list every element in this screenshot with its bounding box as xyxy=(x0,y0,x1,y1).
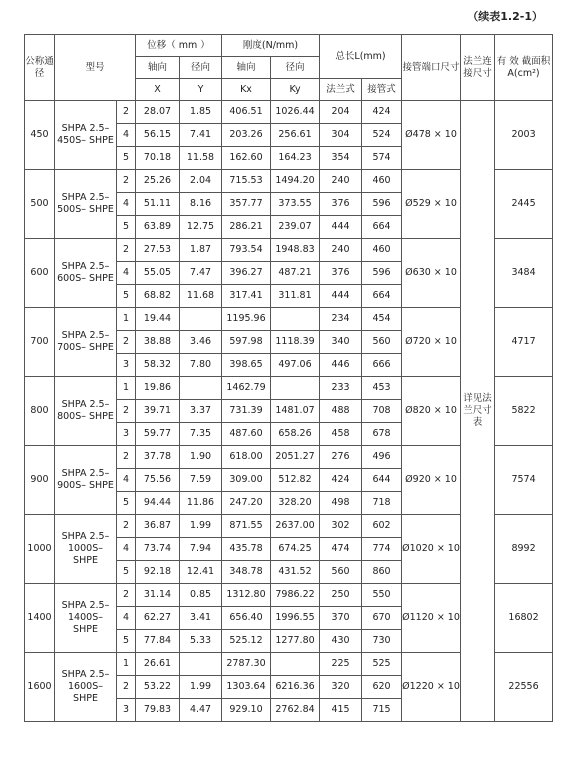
disp-y-cell: 1.99 xyxy=(180,515,222,538)
stiff-ky-cell: 674.25 xyxy=(271,538,320,561)
length-pipe-cell: 730 xyxy=(362,630,402,653)
disp-y-cell: 11.68 xyxy=(180,285,222,308)
wave-count-cell: 5 xyxy=(117,492,136,515)
wave-count-cell: 1 xyxy=(117,377,136,400)
length-pipe-cell: 718 xyxy=(362,492,402,515)
length-flange-cell: 276 xyxy=(320,446,362,469)
disp-y-cell: 1.99 xyxy=(180,676,222,699)
length-flange-cell: 474 xyxy=(320,538,362,561)
stiff-kx-cell: 487.60 xyxy=(222,423,271,446)
length-flange-cell: 424 xyxy=(320,469,362,492)
length-flange-cell: 250 xyxy=(320,584,362,607)
disp-x-cell: 51.11 xyxy=(136,193,180,216)
wave-count-cell: 2 xyxy=(117,101,136,124)
stiff-kx-cell: 656.40 xyxy=(222,607,271,630)
stiff-kx-cell: 731.39 xyxy=(222,400,271,423)
nominal-diameter-cell: 700 xyxy=(25,308,55,377)
stiff-kx-cell: 929.10 xyxy=(222,699,271,722)
stiff-ky-cell: 256.61 xyxy=(271,124,320,147)
nominal-diameter-cell: 1400 xyxy=(25,584,55,653)
length-pipe-cell: 453 xyxy=(362,377,402,400)
stiff-kx-cell: 525.12 xyxy=(222,630,271,653)
length-pipe-cell: 574 xyxy=(362,147,402,170)
model-cell: SHPA 2.5–900S– SHPE xyxy=(55,446,117,515)
stiff-ky-cell: 658.26 xyxy=(271,423,320,446)
stiff-ky-cell: 6216.36 xyxy=(271,676,320,699)
length-pipe-cell: 550 xyxy=(362,584,402,607)
length-pipe-cell: 664 xyxy=(362,285,402,308)
wave-count-cell: 2 xyxy=(117,331,136,354)
header-displacement: 位移（ mm ） xyxy=(136,35,222,57)
model-cell: SHPA 2.5– 1000S– SHPE xyxy=(55,515,117,584)
length-flange-cell: 376 xyxy=(320,262,362,285)
wave-count-cell: 5 xyxy=(117,216,136,239)
length-pipe-cell: 460 xyxy=(362,239,402,262)
pipe-size-cell: Ø529 × 10 xyxy=(402,170,461,239)
area-cell: 8992 xyxy=(495,515,553,584)
wave-count-cell: 4 xyxy=(117,262,136,285)
nominal-diameter-cell: 900 xyxy=(25,446,55,515)
pipe-size-cell: Ø1020 × 10 xyxy=(402,515,461,584)
stiff-ky-cell: 311.81 xyxy=(271,285,320,308)
disp-x-cell: 19.44 xyxy=(136,308,180,331)
header-disp-radial: 径向 xyxy=(180,57,222,79)
model-cell: SHPA 2.5–600S– SHPE xyxy=(55,239,117,308)
disp-x-cell: 36.87 xyxy=(136,515,180,538)
disp-y-cell: 5.33 xyxy=(180,630,222,653)
wave-count-cell: 4 xyxy=(117,124,136,147)
disp-x-cell: 77.84 xyxy=(136,630,180,653)
length-pipe-cell: 596 xyxy=(362,262,402,285)
length-pipe-cell: 678 xyxy=(362,423,402,446)
stiff-kx-cell: 1195.96 xyxy=(222,308,271,331)
stiff-ky-cell: 512.82 xyxy=(271,469,320,492)
model-cell: SHPA 2.5–450S– SHPE xyxy=(55,101,117,170)
nominal-diameter-cell: 600 xyxy=(25,239,55,308)
length-pipe-cell: 596 xyxy=(362,193,402,216)
disp-y-cell: 3.41 xyxy=(180,607,222,630)
stiff-kx-cell: 1462.79 xyxy=(222,377,271,400)
stiff-ky-cell: 373.55 xyxy=(271,193,320,216)
pipe-size-cell: Ø1120 × 10 xyxy=(402,584,461,653)
disp-x-cell: 94.44 xyxy=(136,492,180,515)
header-disp-axial: 轴向 xyxy=(136,57,180,79)
length-pipe-cell: 524 xyxy=(362,124,402,147)
pipe-size-cell: Ø478 × 10 xyxy=(402,101,461,170)
length-pipe-cell: 454 xyxy=(362,308,402,331)
length-flange-cell: 304 xyxy=(320,124,362,147)
disp-x-cell: 79.83 xyxy=(136,699,180,722)
length-flange-cell: 488 xyxy=(320,400,362,423)
stiff-ky-cell: 497.06 xyxy=(271,354,320,377)
length-pipe-cell: 860 xyxy=(362,561,402,584)
length-flange-cell: 204 xyxy=(320,101,362,124)
stiff-kx-cell: 618.00 xyxy=(222,446,271,469)
wave-count-cell: 5 xyxy=(117,630,136,653)
disp-x-cell: 92.18 xyxy=(136,561,180,584)
disp-y-cell: 7.59 xyxy=(180,469,222,492)
disp-x-cell: 68.82 xyxy=(136,285,180,308)
disp-x-cell: 63.89 xyxy=(136,216,180,239)
area-cell: 22556 xyxy=(495,653,553,722)
stiff-kx-cell: 793.54 xyxy=(222,239,271,262)
header-kx: Kx xyxy=(222,79,271,101)
stiff-ky-cell: 2051.27 xyxy=(271,446,320,469)
stiff-kx-cell: 396.27 xyxy=(222,262,271,285)
length-pipe-cell: 424 xyxy=(362,101,402,124)
wave-count-cell: 5 xyxy=(117,147,136,170)
header-pipe-size: 接管端口尺寸 xyxy=(402,35,461,101)
disp-x-cell: 55.05 xyxy=(136,262,180,285)
header-stiff-axial: 轴向 xyxy=(222,57,271,79)
stiff-ky-cell: 1948.83 xyxy=(271,239,320,262)
length-flange-cell: 354 xyxy=(320,147,362,170)
stiff-ky-cell: 487.21 xyxy=(271,262,320,285)
disp-y-cell: 1.90 xyxy=(180,446,222,469)
disp-x-cell: 56.15 xyxy=(136,124,180,147)
stiff-ky-cell xyxy=(271,308,320,331)
length-flange-cell: 498 xyxy=(320,492,362,515)
wave-count-cell: 2 xyxy=(117,584,136,607)
length-flange-cell: 430 xyxy=(320,630,362,653)
wave-count-cell: 2 xyxy=(117,239,136,262)
stiff-kx-cell: 309.00 xyxy=(222,469,271,492)
disp-y-cell: 11.58 xyxy=(180,147,222,170)
disp-x-cell: 25.26 xyxy=(136,170,180,193)
model-cell: SHPA 2.5– 1400S– SHPE xyxy=(55,584,117,653)
stiff-ky-cell: 1026.44 xyxy=(271,101,320,124)
wave-count-cell: 2 xyxy=(117,676,136,699)
stiff-kx-cell: 398.65 xyxy=(222,354,271,377)
disp-x-cell: 58.32 xyxy=(136,354,180,377)
area-cell: 16802 xyxy=(495,584,553,653)
area-cell: 7574 xyxy=(495,446,553,515)
header-stiffness: 刚度(N/mm) xyxy=(222,35,320,57)
length-flange-cell: 233 xyxy=(320,377,362,400)
disp-y-cell: 7.94 xyxy=(180,538,222,561)
length-pipe-cell: 715 xyxy=(362,699,402,722)
disp-y-cell: 12.75 xyxy=(180,216,222,239)
pipe-size-cell: Ø820 × 10 xyxy=(402,377,461,446)
header-length: 总长L(mm) xyxy=(320,35,402,79)
length-flange-cell: 240 xyxy=(320,239,362,262)
nominal-diameter-cell: 1600 xyxy=(25,653,55,722)
area-cell: 4717 xyxy=(495,308,553,377)
header-dn: 公称通径 xyxy=(25,35,55,101)
length-pipe-cell: 460 xyxy=(362,170,402,193)
disp-y-cell xyxy=(180,308,222,331)
stiff-kx-cell: 247.20 xyxy=(222,492,271,515)
disp-x-cell: 70.18 xyxy=(136,147,180,170)
disp-y-cell: 8.16 xyxy=(180,193,222,216)
length-pipe-cell: 602 xyxy=(362,515,402,538)
stiff-kx-cell: 203.26 xyxy=(222,124,271,147)
length-pipe-cell: 496 xyxy=(362,446,402,469)
header-area: 有 效 截面积 A(cm²) xyxy=(495,35,553,101)
length-flange-cell: 444 xyxy=(320,216,362,239)
stiff-kx-cell: 871.55 xyxy=(222,515,271,538)
length-flange-cell: 458 xyxy=(320,423,362,446)
wave-count-cell: 2 xyxy=(117,446,136,469)
disp-y-cell xyxy=(180,653,222,676)
stiff-kx-cell: 1312.80 xyxy=(222,584,271,607)
area-cell: 3484 xyxy=(495,239,553,308)
stiff-ky-cell: 7986.22 xyxy=(271,584,320,607)
nominal-diameter-cell: 450 xyxy=(25,101,55,170)
disp-x-cell: 28.07 xyxy=(136,101,180,124)
length-flange-cell: 302 xyxy=(320,515,362,538)
stiff-kx-cell: 162.60 xyxy=(222,147,271,170)
header-flange-type: 法兰式 xyxy=(320,79,362,101)
header-model: 型号 xyxy=(55,35,136,101)
wave-count-cell: 2 xyxy=(117,400,136,423)
disp-y-cell: 3.46 xyxy=(180,331,222,354)
table-row xyxy=(25,101,553,124)
length-pipe-cell: 664 xyxy=(362,216,402,239)
wave-count-cell: 4 xyxy=(117,469,136,492)
wave-count-cell: 2 xyxy=(117,515,136,538)
wave-count-cell: 5 xyxy=(117,561,136,584)
length-flange-cell: 340 xyxy=(320,331,362,354)
pipe-size-cell: Ø1220 × 10 xyxy=(402,653,461,722)
wave-count-cell: 4 xyxy=(117,607,136,630)
disp-x-cell: 53.22 xyxy=(136,676,180,699)
area-cell: 2445 xyxy=(495,170,553,239)
area-cell: 5822 xyxy=(495,377,553,446)
stiff-kx-cell: 406.51 xyxy=(222,101,271,124)
nominal-diameter-cell: 1000 xyxy=(25,515,55,584)
disp-x-cell: 26.61 xyxy=(136,653,180,676)
stiff-ky-cell: 1118.39 xyxy=(271,331,320,354)
disp-y-cell xyxy=(180,377,222,400)
table-caption: （续表1.2-1） xyxy=(467,10,543,23)
length-flange-cell: 376 xyxy=(320,193,362,216)
wave-count-cell: 4 xyxy=(117,193,136,216)
stiff-kx-cell: 357.77 xyxy=(222,193,271,216)
length-pipe-cell: 670 xyxy=(362,607,402,630)
disp-x-cell: 37.78 xyxy=(136,446,180,469)
stiff-ky-cell: 1996.55 xyxy=(271,607,320,630)
stiff-ky-cell: 164.23 xyxy=(271,147,320,170)
header-ky: Ky xyxy=(271,79,320,101)
stiff-kx-cell: 597.98 xyxy=(222,331,271,354)
disp-x-cell: 59.77 xyxy=(136,423,180,446)
length-pipe-cell: 708 xyxy=(362,400,402,423)
header-pipe-type: 接管式 xyxy=(362,79,402,101)
stiff-kx-cell: 435.78 xyxy=(222,538,271,561)
wave-count-cell: 5 xyxy=(117,285,136,308)
stiff-kx-cell: 348.78 xyxy=(222,561,271,584)
disp-x-cell: 62.27 xyxy=(136,607,180,630)
nominal-diameter-cell: 500 xyxy=(25,170,55,239)
model-cell: SHPA 2.5– 1600S– SHPE xyxy=(55,653,117,722)
length-flange-cell: 560 xyxy=(320,561,362,584)
length-flange-cell: 370 xyxy=(320,607,362,630)
wave-count-cell: 4 xyxy=(117,538,136,561)
disp-x-cell: 38.88 xyxy=(136,331,180,354)
spec-table xyxy=(24,34,553,722)
disp-x-cell: 75.56 xyxy=(136,469,180,492)
length-pipe-cell: 644 xyxy=(362,469,402,492)
disp-x-cell: 31.14 xyxy=(136,584,180,607)
length-flange-cell: 320 xyxy=(320,676,362,699)
pipe-size-cell: Ø630 × 10 xyxy=(402,239,461,308)
model-cell: SHPA 2.5–800S– SHPE xyxy=(55,377,117,446)
header-flange: 法兰连接尺寸 xyxy=(461,35,495,101)
stiff-ky-cell: 1277.80 xyxy=(271,630,320,653)
header-stiff-radial: 径向 xyxy=(271,57,320,79)
disp-y-cell: 7.47 xyxy=(180,262,222,285)
stiff-kx-cell: 286.21 xyxy=(222,216,271,239)
stiff-ky-cell: 2637.00 xyxy=(271,515,320,538)
stiff-kx-cell: 2787.30 xyxy=(222,653,271,676)
nominal-diameter-cell: 800 xyxy=(25,377,55,446)
disp-x-cell: 19.86 xyxy=(136,377,180,400)
length-pipe-cell: 620 xyxy=(362,676,402,699)
length-flange-cell: 415 xyxy=(320,699,362,722)
disp-y-cell: 0.85 xyxy=(180,584,222,607)
model-cell: SHPA 2.5–700S– SHPE xyxy=(55,308,117,377)
wave-count-cell: 3 xyxy=(117,699,136,722)
stiff-ky-cell: 1494.20 xyxy=(271,170,320,193)
stiff-ky-cell: 239.07 xyxy=(271,216,320,239)
wave-count-cell: 1 xyxy=(117,653,136,676)
disp-y-cell: 11.86 xyxy=(180,492,222,515)
length-pipe-cell: 666 xyxy=(362,354,402,377)
stiff-ky-cell: 1481.07 xyxy=(271,400,320,423)
wave-count-cell: 3 xyxy=(117,354,136,377)
disp-x-cell: 73.74 xyxy=(136,538,180,561)
header-x: X xyxy=(136,79,180,101)
disp-x-cell: 39.71 xyxy=(136,400,180,423)
stiff-ky-cell xyxy=(271,377,320,400)
disp-y-cell: 12.41 xyxy=(180,561,222,584)
pipe-size-cell: Ø720 × 10 xyxy=(402,308,461,377)
model-cell: SHPA 2.5–500S– SHPE xyxy=(55,170,117,239)
disp-y-cell: 4.47 xyxy=(180,699,222,722)
length-flange-cell: 444 xyxy=(320,285,362,308)
disp-y-cell: 1.85 xyxy=(180,101,222,124)
disp-y-cell: 2.04 xyxy=(180,170,222,193)
stiff-kx-cell: 1303.64 xyxy=(222,676,271,699)
wave-count-cell: 2 xyxy=(117,170,136,193)
wave-count-cell: 3 xyxy=(117,423,136,446)
length-flange-cell: 225 xyxy=(320,653,362,676)
wave-count-cell: 1 xyxy=(117,308,136,331)
disp-y-cell: 1.87 xyxy=(180,239,222,262)
length-pipe-cell: 525 xyxy=(362,653,402,676)
header-y: Y xyxy=(180,79,222,101)
stiff-kx-cell: 715.53 xyxy=(222,170,271,193)
stiff-ky-cell xyxy=(271,653,320,676)
disp-x-cell: 27.53 xyxy=(136,239,180,262)
length-pipe-cell: 774 xyxy=(362,538,402,561)
length-flange-cell: 240 xyxy=(320,170,362,193)
flange-note-cell: 详见法兰尺寸表 xyxy=(461,101,495,722)
length-flange-cell: 446 xyxy=(320,354,362,377)
disp-y-cell: 7.80 xyxy=(180,354,222,377)
stiff-kx-cell: 317.41 xyxy=(222,285,271,308)
disp-y-cell: 7.35 xyxy=(180,423,222,446)
disp-y-cell: 7.41 xyxy=(180,124,222,147)
length-flange-cell: 234 xyxy=(320,308,362,331)
length-pipe-cell: 560 xyxy=(362,331,402,354)
disp-y-cell: 3.37 xyxy=(180,400,222,423)
stiff-ky-cell: 2762.84 xyxy=(271,699,320,722)
stiff-ky-cell: 431.52 xyxy=(271,561,320,584)
stiff-ky-cell: 328.20 xyxy=(271,492,320,515)
area-cell: 2003 xyxy=(495,101,553,170)
pipe-size-cell: Ø920 × 10 xyxy=(402,446,461,515)
